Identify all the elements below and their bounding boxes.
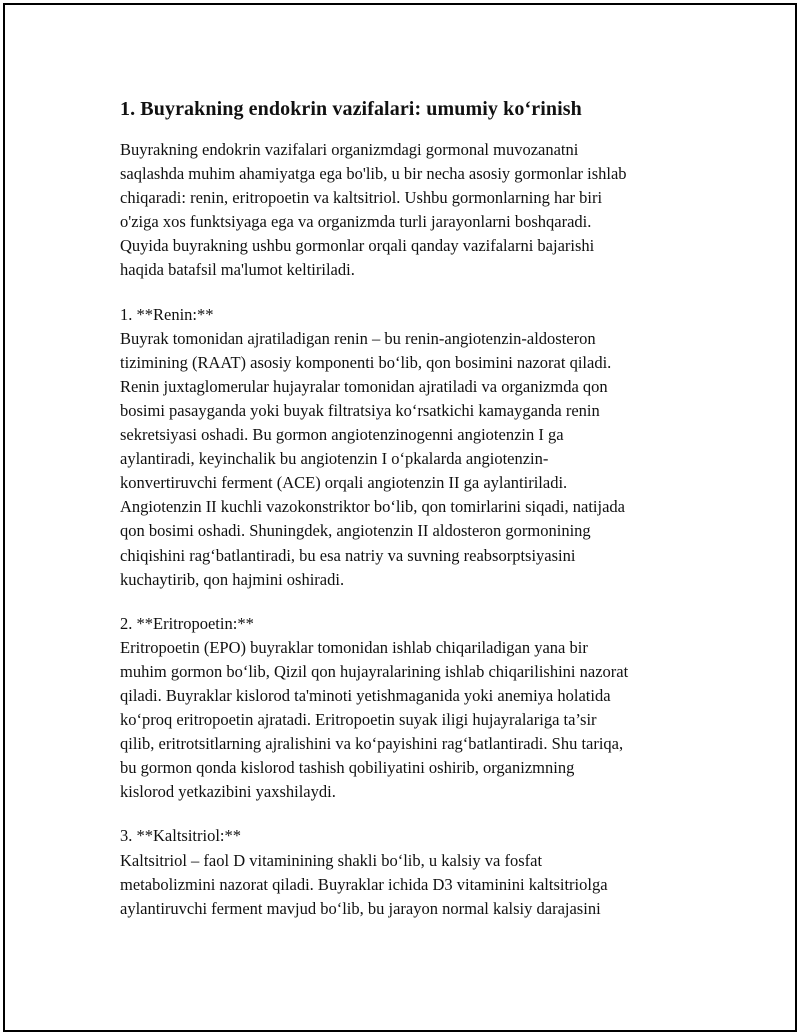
section-title-kaltsitriol: 3. **Kaltsitriol:** (120, 826, 241, 846)
paragraph-gap (120, 283, 700, 303)
intro-paragraph: Buyrakning endokrin vazifalari organizmdagi gormonal muvozanatni saqlashda muhim ahamiyatga ega bo'lib, u bir necha asosiy gormonlar ishlab chiqaradi: renin, eritropoetin va kaltsitriol. Ushbu gormonlarning har biri o'ziga xos funktsiyaga ega va organizmda turli jarayonlarni boshqaradi. Quyida buyrakning ushbu gormonlar orqali qanday vazifalarni bajarishi haqida batafsil ma'lumot keltiriladi. (120, 140, 627, 280)
document-page (3, 3, 797, 1032)
paragraph-gap (120, 592, 700, 612)
section-body-eritropoetin: Eritropoetin (EPO) buyraklar tomonidan ishlab chiqariladigan yana bir muhim gormon bo‘lib, Qizil qon hujayralarining ishlab chiqarilishini nazorat qiladi. Buyraklar kislorod ta'minoti yetishmaganida yoki anemiya holatida ko‘proq eritropoetin ajratadi. Eritropoetin suyak iligi hujayralariga ta’sir qilib, eritrotsitlarning ajralishini va ko‘payishini rag‘batlantiradi. Shu tariqa, bu gormon qonda kislorod tashish qobiliyatini oshirib, organizmning kislorod yetkazibini yaxshilaydi. (120, 637, 629, 802)
document-content (120, 95, 700, 921)
section-body-renin: Buyrak tomonidan ajratiladigan renin – bu renin-angiotenzin-aldosteron tizimining (RAAT) asosiy komponenti bo‘lib, qon bosimini nazorat qiladi. Renin juxtaglomerular hujayralar tomonidan ajratiladi va organizmda qon bosimi pasayganda yoki buyak filtratsiya ko‘rsatkichi kamayganda renin sekretsiyasi oshadi. Bu gormon angiotenzinogenni angiotenzin I ga aylantiradi, keyinchalik bu angiotenzin I o‘pkalarda angiotenzin- konvertiruvchi ferment (ACE) orqali angiotenzin II ga aylantiriladi. Angiotenzin II kuchli vazokonstriktor bo‘lib, qon tomirlarini siqadi, natijada qon bosimi oshadi. Shuningdek, angiotenzin II aldosteron gormonining chiqishini rag‘batlantiradi, bu esa natriy va suvning reabsorptsiyasini kuchaytirib, qon hajmini oshiradi. (120, 328, 625, 589)
document-heading: 1. Buyrakning endokrin vazifalari: umumiy ko‘rinish (120, 98, 582, 120)
section-title-eritropoetin: 2. **Eritropoetin:** (120, 613, 254, 633)
paragraph-gap (120, 804, 700, 824)
section-body-kaltsitriol: Kaltsitriol – faol D vitaminining shakli bo‘lib, u kalsiy va fosfat metabolizmini nazorat qiladi. Buyraklar ichida D3 vitaminini kaltsitriolga aylantiruvchi ferment mavjud bo‘lib, bu jarayon normal kalsiy darajasini (120, 850, 608, 918)
section-title-renin: 1. **Renin:** (120, 304, 214, 324)
